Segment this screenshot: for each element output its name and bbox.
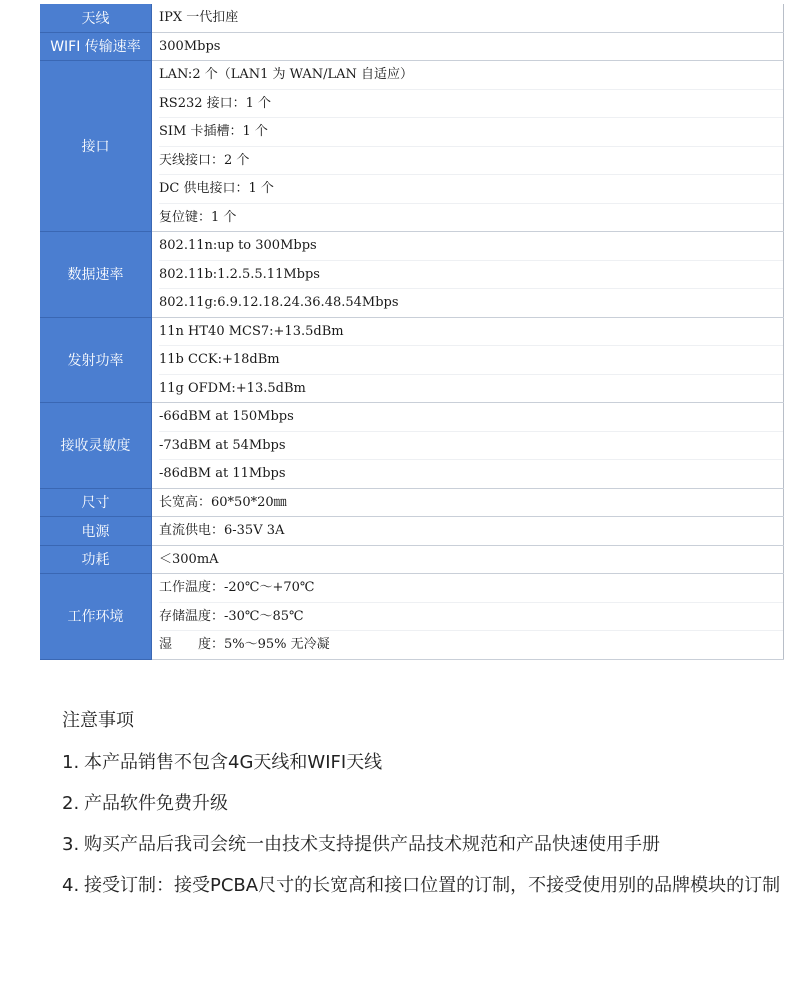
- spec-value: 天线接口：2 个: [159, 147, 783, 176]
- spec-table: [40, 4, 784, 660]
- spec-value: 湿 度：5%～95% 无冷凝: [159, 637, 330, 652]
- spec-value: 工作温度：-20℃～+70℃: [159, 574, 783, 603]
- note-number: 4.: [62, 875, 80, 896]
- spec-row: [40, 4, 784, 32]
- notes-title: 注意事项: [62, 710, 134, 731]
- note-item: [62, 742, 782, 783]
- note-item: [62, 824, 782, 865]
- spec-value: 802.11n:up to 300Mbps: [159, 232, 783, 261]
- spec-value: -66dBM at 150Mbps: [159, 403, 783, 432]
- spec-label: 天线: [40, 4, 152, 32]
- spec-value: IPX 一代扣座: [159, 10, 239, 25]
- note-number: 2.: [62, 793, 80, 814]
- spec-value: 存储温度：-30℃～85℃: [159, 603, 783, 632]
- spec-value-cell: [152, 545, 784, 574]
- spec-row: [40, 232, 784, 318]
- spec-value: ＜300mA: [159, 551, 219, 567]
- spec-value: 长宽高：60*50*20㎜: [159, 494, 287, 510]
- spec-value-cell: [152, 61, 784, 232]
- spec-value-cell: [152, 4, 784, 32]
- spec-value: 直流供电：6-35V 3A: [159, 523, 285, 538]
- spec-value: RS232 接口：1 个: [159, 90, 783, 119]
- note-text: 产品软件免费升级: [84, 793, 228, 814]
- spec-label: 接收灵敏度: [40, 403, 152, 489]
- spec-row: [40, 317, 784, 403]
- spec-row: [40, 403, 784, 489]
- spec-label: 电源: [40, 517, 152, 546]
- spec-value-cell: [152, 517, 784, 546]
- spec-value: SIM 卡插槽：1 个: [159, 118, 783, 147]
- note-text: 接受订制：接受PCBA尺寸的长宽高和接口位置的订制，不接受使用别的品牌模块的订制: [84, 875, 781, 896]
- spec-value: 11n HT40 MCS7:+13.5dBm: [159, 318, 783, 347]
- spec-value: -86dBM at 11Mbps: [159, 466, 286, 481]
- spec-value-cell: [152, 232, 784, 318]
- spec-value-cell: [152, 574, 784, 660]
- spec-value-cell: [152, 403, 784, 489]
- spec-value: 11b CCK:+18dBm: [159, 346, 783, 375]
- spec-label: 功耗: [40, 545, 152, 574]
- spec-row: [40, 517, 784, 546]
- spec-row: [40, 32, 784, 61]
- spec-label: 接口: [40, 61, 152, 232]
- note-item: [62, 783, 782, 824]
- spec-value: 11g OFDM:+13.5dBm: [159, 380, 306, 396]
- spec-value: -73dBM at 54Mbps: [159, 432, 783, 461]
- spec-label: 数据速率: [40, 232, 152, 318]
- note-number: 3.: [62, 834, 80, 855]
- spec-row: [40, 545, 784, 574]
- spec-value: 300Mbps: [159, 38, 221, 54]
- notes-section: [62, 700, 782, 906]
- spec-value: LAN:2 个（LAN1 为 WAN/LAN 自适应）: [159, 61, 783, 90]
- note-text: 购买产品后我司会统一由技术支持提供产品技术规范和产品快速使用手册: [84, 834, 660, 855]
- spec-value: 802.11b:1.2.5.5.11Mbps: [159, 261, 783, 290]
- spec-row: [40, 488, 784, 517]
- spec-label: 发射功率: [40, 317, 152, 403]
- note-number: 1.: [62, 752, 80, 773]
- spec-label: 尺寸: [40, 488, 152, 517]
- spec-label: 工作环境: [40, 574, 152, 660]
- note-item: [62, 865, 782, 906]
- spec-row: [40, 61, 784, 232]
- spec-value-cell: [152, 32, 784, 61]
- spec-label: WIFI 传输速率: [40, 32, 152, 61]
- spec-value: 复位键：1 个: [159, 209, 237, 225]
- spec-value: 802.11g:6.9.12.18.24.36.48.54Mbps: [159, 295, 399, 310]
- note-text: 本产品销售不包含4G天线和WIFI天线: [84, 752, 383, 773]
- spec-value-cell: [152, 488, 784, 517]
- spec-row: [40, 574, 784, 660]
- notes-list: [62, 742, 782, 906]
- spec-table-body: [40, 4, 784, 659]
- spec-value-cell: [152, 317, 784, 403]
- spec-value: DC 供电接口：1 个: [159, 175, 783, 204]
